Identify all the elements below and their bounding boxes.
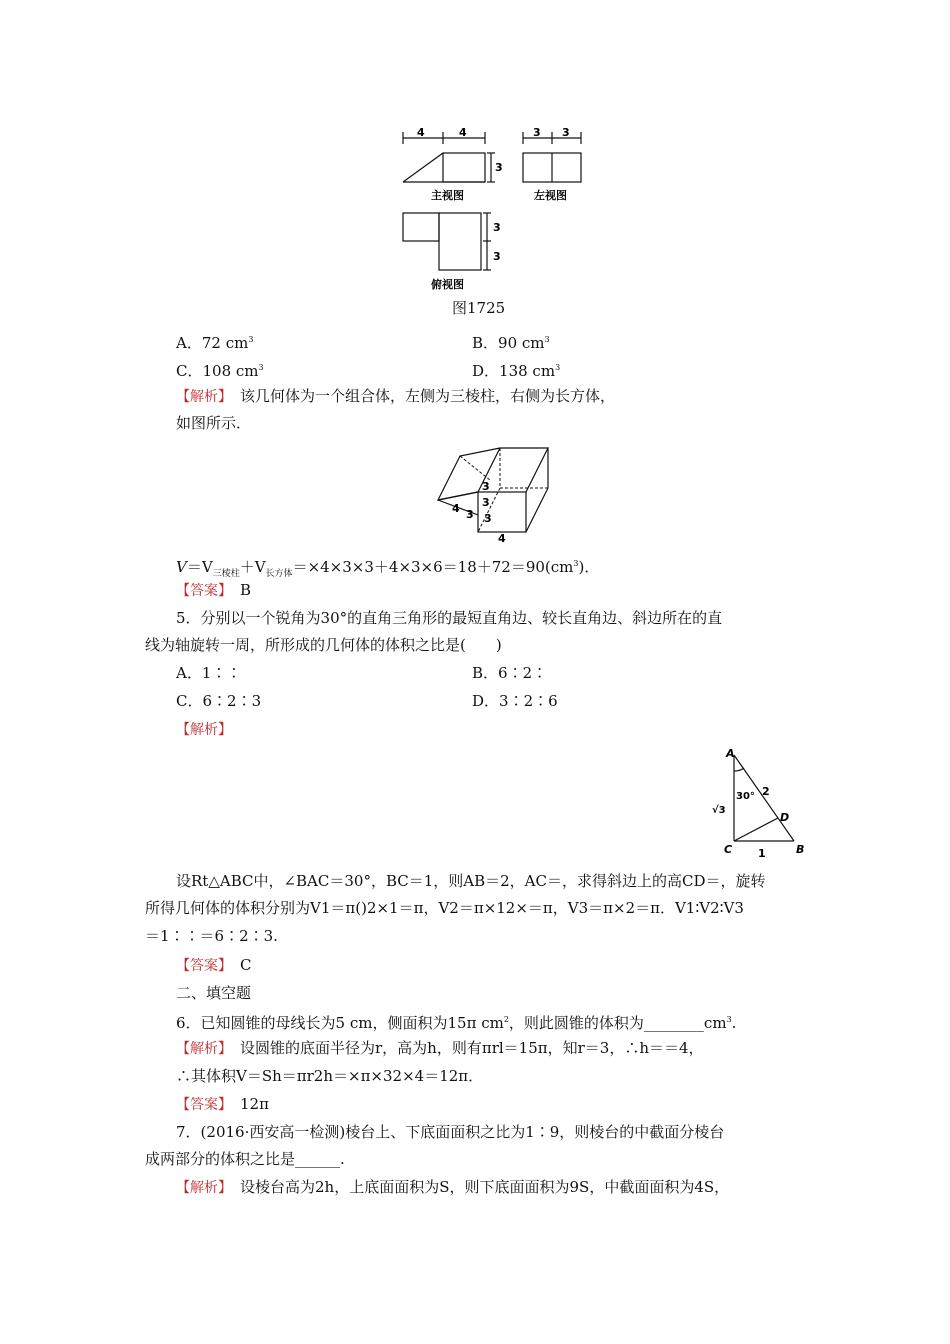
fig2-label-3: 4 [452,502,460,515]
side-view-label: 左视图 [534,189,567,202]
q4-answer: 【答案】 B [176,581,252,599]
dim-top-2: 3 [493,250,501,263]
fig2-label-2: 3 [482,496,490,509]
triangle-figure [710,745,810,860]
section-heading: 二、填空题 [176,984,252,1002]
q7-analysis: 【解析】 设棱台高为2h，上底面面积为S，则下底面面积为9S，中截面面积为4S， [176,1178,730,1196]
three-view-figure [395,120,605,295]
q4-formula: $V=V_{三棱柱}+V_{长方体}=\times 4\times 3\times 3+4\times 3\times 6=18+72=90(cm^3)$． [176,558,600,579]
q4-analysis: 【解析】 该几何体为一个组合体，左侧为三棱柱，右侧为长方体， [176,387,616,405]
tri-label-c: C [724,843,733,856]
dim-front-1: 4 [417,126,425,139]
q5-option-c: C．6∶2∶3 [176,692,262,710]
dim-side-2: 3 [562,126,570,139]
analysis-tag: 【解析】 [176,389,225,405]
q5-sol-1: 设Rt△ABC中，∠BAC＝30°，BC＝1，则AB＝2，AC＝，求得斜边上的高CD＝，旋转 [176,872,766,890]
fig2-label-5: 3 [484,512,492,525]
fig2-label-1: 3 [482,480,490,493]
q5-option-b: B．6∶2∶ [472,664,548,682]
q5-option-a: A．1∶∶ [176,664,242,682]
fig2-label-4: 3 [466,508,474,521]
q4-option-a: A．72 $cm^3$ [176,334,254,352]
dim-front-2: 4 [459,126,467,139]
tri-label-a: A [726,747,735,760]
q4-option-d: D．138 $cm^3$ [472,362,561,380]
q4-option-b: B．90 $cm^3$ [472,334,550,352]
fig2-label-6: 4 [498,532,506,545]
q7-stem-2: 成两部分的体积之比是______. [145,1150,345,1168]
q6-sol-2: ∴其体积V＝Sh＝πr2h＝×π×32×4＝12π． [176,1067,484,1085]
q5-sol-2: 所得几何体的体积分别为V1＝π()2×1＝π，V2＝π×12×＝π，V3＝π×2＝π．V1∶V2∶V3 [145,899,744,917]
composite-solid-figure [430,440,560,545]
dim-front-h: 3 [495,161,503,174]
answer-tag: 【答案】 [176,583,225,599]
figure-caption: 图1725 [452,299,506,317]
tri-label-b: B [796,843,805,856]
tri-label-bc: 1 [758,847,766,860]
tri-label-ac: √3 [712,805,726,816]
dim-top-1: 3 [493,221,501,234]
q4-option-c: C．108 $cm^3$ [176,362,264,380]
dim-side-1: 3 [533,126,541,139]
tri-label-angle: 30° [736,791,755,802]
top-view-label: 俯视图 [431,278,464,291]
q6-stem: 6．已知圆锥的母线长为5 cm，侧面积为15π $cm^2$，则此圆锥的体积为$\_\_\_\_\_\_\_\_cm^3$. [176,1014,737,1032]
tri-label-ad: 2 [762,785,770,798]
q7-stem-1: 7．(2016·西安高一检测)棱台上、下底面面积之比为1∶9，则棱台的中截面分棱台 [176,1123,725,1141]
q5-answer: 【答案】 C [176,956,252,974]
q6-answer: 【答案】 12π [176,1095,269,1113]
front-view-label: 主视图 [431,189,464,202]
q5-stem-1: 5．分别以一个锐角为30°的直角三角形的最短直角边、较长直角边、斜边所在的直 [176,609,723,627]
q5-option-d: D．3∶2∶6 [472,692,558,710]
q5-analysis-tag: 【解析】 [176,722,232,738]
tri-label-d: D [780,811,790,824]
q4-analysis-2: 如图所示． [176,414,252,432]
q6-analysis: 【解析】 设圆锥的底面半径为r，高为h，则有πrl＝15π，知r＝3，∴h＝＝4， [176,1039,704,1057]
q5-stem-2: 线为轴旋转一周，所形成的几何体的体积之比是( ) [145,636,502,654]
q5-sol-3: ＝1∶∶＝6∶2∶3. [145,927,278,945]
